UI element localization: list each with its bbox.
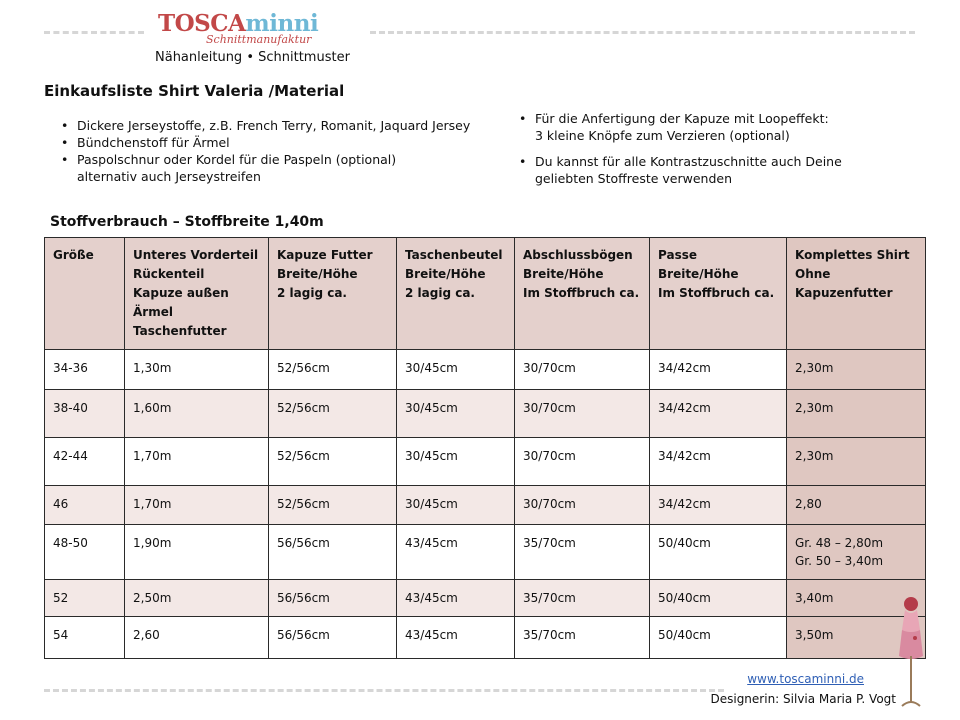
list-item: • Dickere Jerseystoffe, z.B. French Terry, Romanit, Jaquard Jersey — [58, 117, 498, 134]
section-title: Stoffverbrauch – Stoffbreite 1,40m — [50, 214, 324, 230]
table-cell: 30/45cm — [397, 390, 515, 438]
table-cell: 30/70cm — [515, 350, 650, 390]
table-cell: 50/40cm — [650, 617, 787, 659]
brand-logo — [148, 8, 368, 68]
table-cell: 1,90m — [125, 525, 269, 580]
header-size: Größe — [45, 238, 125, 350]
table-row — [45, 350, 926, 390]
table-row — [45, 390, 926, 438]
table-cell: 42-44 — [45, 438, 125, 486]
table-cell: Gr. 48 – 2,80m Gr. 50 – 3,40m — [787, 525, 926, 580]
table-cell: 34/42cm — [650, 390, 787, 438]
logo-wordmark: TOSCAminni — [158, 10, 319, 37]
table-row — [45, 525, 926, 580]
table-cell: 35/70cm — [515, 617, 650, 659]
designer-credit: Designerin: Silvia Maria P. Vogt — [710, 692, 896, 706]
table-cell: 50/40cm — [650, 525, 787, 580]
table-cell: 2,60 — [125, 617, 269, 659]
table-cell: 30/70cm — [515, 438, 650, 486]
list-item: • Für die Anfertigung der Kapuze mit Loopeffekt: 3 kleine Knöpfe zum Verzieren (optional) — [516, 110, 936, 144]
page-title: Einkaufsliste Shirt Valeria /Material — [44, 82, 345, 100]
table-cell: 30/45cm — [397, 350, 515, 390]
table-cell: 50/40cm — [650, 580, 787, 617]
table-cell: 52/56cm — [269, 350, 397, 390]
website-link[interactable]: www.toscaminni.de — [747, 672, 864, 686]
logo-tagline: Schnittmanufaktur — [206, 33, 312, 46]
table-cell: 2,30m — [787, 390, 926, 438]
table-cell: 30/70cm — [515, 390, 650, 438]
table-cell: 1,70m — [125, 486, 269, 525]
table-cell: 52/56cm — [269, 438, 397, 486]
table-cell: 48-50 — [45, 525, 125, 580]
table-cell: 52/56cm — [269, 486, 397, 525]
table-cell: 2,50m — [125, 580, 269, 617]
table-cell: 30/45cm — [397, 438, 515, 486]
table-cell: 34/42cm — [650, 438, 787, 486]
list-item: • Paspolschnur oder Kordel für die Paspeln (optional) alternativ auch Jerseystreifen — [58, 151, 498, 185]
table-cell: 3,40m — [787, 580, 926, 617]
table-cell: 30/45cm — [397, 486, 515, 525]
header-complete-shirt: Komplettes Shirt Ohne Kapuzenfutter — [787, 238, 926, 350]
table-cell: 1,70m — [125, 438, 269, 486]
table-header-row — [45, 238, 926, 350]
table-cell: 1,60m — [125, 390, 269, 438]
table-cell: 46 — [45, 486, 125, 525]
notes-list — [516, 110, 936, 196]
table-cell: 2,80 — [787, 486, 926, 525]
fabric-usage-table — [44, 237, 926, 659]
table-cell: 43/45cm — [397, 580, 515, 617]
table-cell: 1,30m — [125, 350, 269, 390]
dress-form-figure-icon — [896, 594, 926, 714]
table-cell: 35/70cm — [515, 580, 650, 617]
table-cell: 30/70cm — [515, 486, 650, 525]
table-cell: 52 — [45, 580, 125, 617]
table-row — [45, 580, 926, 617]
header-hood-lining: Kapuze Futter Breite/Höhe 2 lagig ca. — [269, 238, 397, 350]
table-cell: 43/45cm — [397, 525, 515, 580]
table-cell: 34-36 — [45, 350, 125, 390]
table-cell: 43/45cm — [397, 617, 515, 659]
header-hem-arcs: Abschlussbögen Breite/Höhe Im Stoffbruch ca. — [515, 238, 650, 350]
list-item: • Du kannst für alle Kontrastzuschnitte auch Deine geliebten Stoffreste verwenden — [516, 153, 936, 187]
material-list — [58, 117, 498, 185]
table-cell: 34/42cm — [650, 350, 787, 390]
table-cell: 2,30m — [787, 438, 926, 486]
top-divider-right — [370, 31, 915, 34]
table-cell: 35/70cm — [515, 525, 650, 580]
table-cell: 34/42cm — [650, 486, 787, 525]
table-row — [45, 438, 926, 486]
table-cell: 56/56cm — [269, 580, 397, 617]
table-cell: 2,30m — [787, 350, 926, 390]
table-cell: 54 — [45, 617, 125, 659]
header-main-fabric: Unteres Vorderteil Rückenteil Kapuze außen Ärmel Taschenfutter — [125, 238, 269, 350]
header-pocket-bag: Taschenbeutel Breite/Höhe 2 lagig ca. — [397, 238, 515, 350]
table-cell: 3,50m — [787, 617, 926, 659]
table-row — [45, 486, 926, 525]
header-subtitle: Nähanleitung • Schnittmuster — [155, 50, 350, 65]
table-cell: 56/56cm — [269, 525, 397, 580]
list-item: • Bündchenstoff für Ärmel — [58, 134, 498, 151]
table-cell: 38-40 — [45, 390, 125, 438]
bottom-divider — [44, 689, 724, 692]
table-cell: 56/56cm — [269, 617, 397, 659]
table-row — [45, 617, 926, 659]
top-divider-left — [44, 31, 144, 34]
header-yoke: Passe Breite/Höhe Im Stoffbruch ca. — [650, 238, 787, 350]
table-cell: 52/56cm — [269, 390, 397, 438]
